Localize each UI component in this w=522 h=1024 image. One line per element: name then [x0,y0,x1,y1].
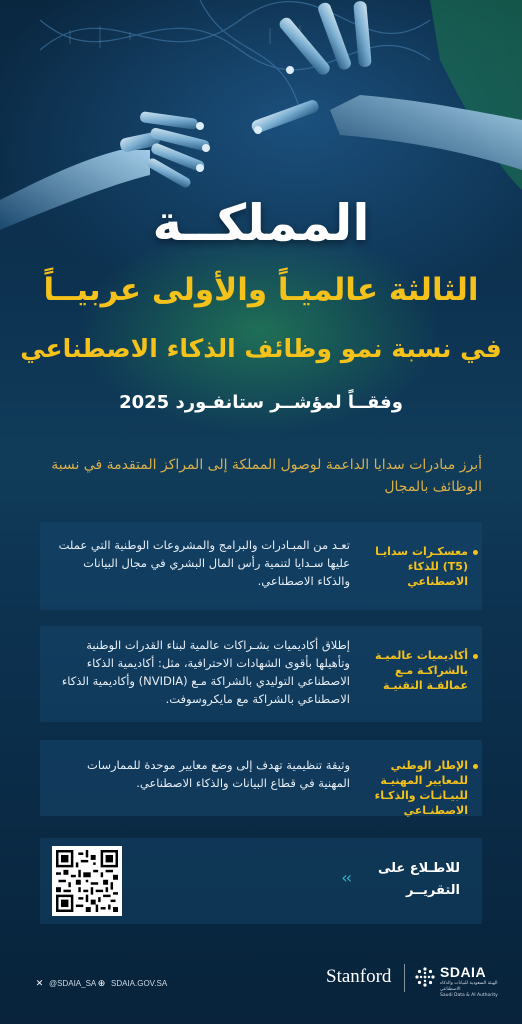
sdaia-logo-icon [414,966,436,988]
initiative-label: معسكـرات سدايـا (T5) للذكاء الاصطناعي [375,545,468,588]
report-link-label[interactable]: للاطـلاع على التقريــر [377,861,460,898]
footer [0,950,522,1010]
headline-rank: الثالثة عالميـاً والأولى عربيــاً [43,272,479,308]
robot-hands-illustration [0,0,522,300]
stanford-logo: Stanford [326,966,392,987]
bullet-dot-icon [473,654,478,659]
x-logo-icon: ✕ [35,977,44,988]
initiatives-intro: أبرز مبادرات سدايا الداعمة لوصول المملكة إلى المراكز المتقدمة في نسبة الوظائف بالمجال [51,457,482,495]
website-link-text: SDAIA.GOV.SA [111,978,168,988]
bullet-dot-icon [473,550,478,555]
headline-subject: في نسبة نمو وظائف الذكاء الاصطناعي [20,334,502,363]
twitter-handle-text: @SDAIA_SA [49,978,97,988]
qr-code[interactable] [52,846,122,916]
initiative-description: وثيقة تنظيمية تهدف إلى وضع معايير موحدة للممارسات المهنية في قطاع البيانات والذكاء الاصطناعي. [87,758,350,790]
initiative-label: الإطار الوطني للمعايير المهنيـة للبيـانـات والذكـاء الاصطنـاعي [374,759,468,817]
twitter-handle[interactable] [34,976,96,990]
sdaia-wordmark: SDAIA [440,964,487,980]
sdaia-subtitle-ar: الهيئة السعودية للبيانات والذكاء الاصطناعي [440,981,498,992]
headline-source: وفقــاً لمؤشــر ستانفـورد 2025 [119,392,403,413]
initiative-description: تعـد من المبـادرات والبرامج والمشروعات الوطنية التي عملت عليها سـدايا لتنمية رأس المال البشري في مجال البيانات والذكاء الاصطناعي. [58,538,350,588]
initiative-card-t5-camps [40,522,482,610]
initiative-card-framework [40,740,482,816]
qr-code-icon [56,850,118,912]
website-link[interactable] [96,976,167,990]
headline-kingdom: المملكــة [152,194,370,252]
logo-divider [404,964,405,992]
initiative-card-academies [40,626,482,722]
sdaia-subtitle [440,981,506,999]
chevrons-left-icon: ‹‹ [341,868,350,887]
bullet-dot-icon [473,764,478,769]
initiative-label: أكاديميات عالميـة بالشراكـة مـع عمالقـة التقنيـة [374,649,468,692]
report-cta[interactable] [40,838,482,924]
globe-icon: ⊕ [97,977,106,988]
initiative-description: إطلاق أكاديميات بشـراكات عالمية لبناء القدرات الوطنية وتأهيلها بأقوى الشهادات الاحترافية، مثل: أكاديمية الذكاء الاصطناعي التوليدي بالشراكة مـع (NVIDIA) وأكاديمية الذكاء الاصطناعي بالشراكة مع مايكروسوفت. [61,638,350,706]
sdaia-subtitle-en: Saudi Data & AI Authority [440,993,498,998]
